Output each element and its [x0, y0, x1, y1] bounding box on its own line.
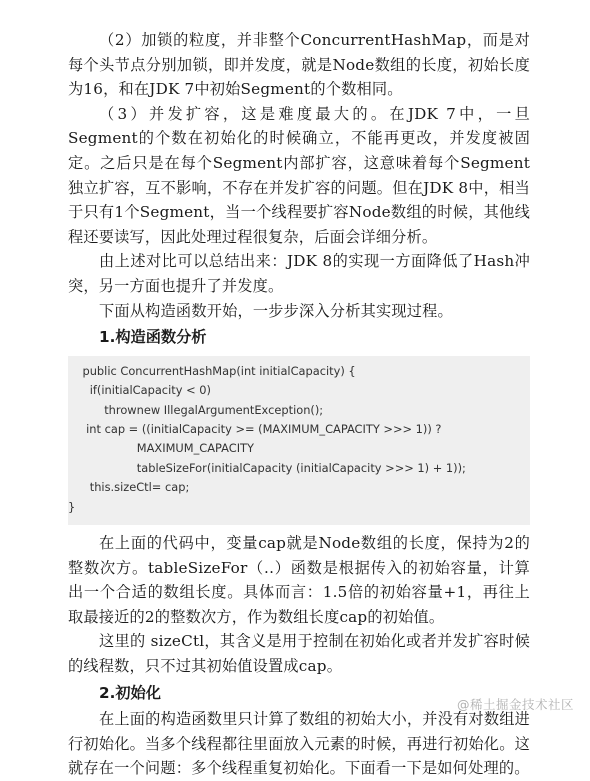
paragraph-cap-explanation: 在上面的代码中，变量cap就是Node数组的长度，保持为2的整数次方。tableSizeFor（..）函数是根据传入的初始容量，计算出一个合适的数组长度。具体而言：1.5倍的初始容量+1，再往上取最接近的2的整数次方，作为数组长度cap的初始值。	[68, 533, 530, 626]
code-line: MAXIMUM_CAPACITY	[68, 441, 254, 456]
paragraph-intro: 下面从构造函数开始，一步步深入分析其实现过程。	[99, 301, 453, 320]
paragraph-initialization: 在上面的构造函数里只计算了数组的初始大小，并没有对数组进行初始化。当多个线程都往里面放入元素的时候，再进行初始化。这就存在一个问题：多个线程重复初始化。下面看一下是如何处理的。	[68, 710, 530, 778]
paragraph-lock-granularity: （2）加锁的粒度，并非整个ConcurrentHashMap，而是对每个头节点分别加锁，即并发度，就是Node数组的长度，初始长度为16，和在JDK 7中初始Segment的个数相同。	[68, 31, 530, 99]
paragraph-summary: 由上述对比可以总结出来：JDK 8的实现一方面降低了Hash冲突，另一方面也提升了并发度。	[68, 252, 530, 295]
watermark: @稀土掘金技术社区	[456, 697, 574, 712]
code-line: }	[68, 499, 76, 514]
code-line: int cap = ((initialCapacity >= (MAXIMUM_CAPACITY >>> 1)) ?	[68, 421, 442, 436]
code-line: thrownew IllegalArgumentException();	[68, 402, 324, 417]
code-line: this.sizeCtl= cap;	[68, 480, 190, 495]
paragraph-concurrent-resize: （3）并发扩容，这是难度最大的。在JDK 7中，一旦Segment的个数在初始化的时候确立，不能再更改，并发度被固定。之后只是在每个Segment内部扩容，这意味着每个Segment独立扩容，互不影响，不存在并发扩容的问题。但在JDK 8中，相当于只有1个Segment，当一个线程要扩容Node数组的时候，其他线程还要读写，因此处理过程很复杂，后面会详细分析。	[68, 104, 530, 246]
section-heading-constructor: 1.构造函数分析	[99, 328, 207, 347]
section-heading-init: 2.初始化	[99, 683, 161, 702]
code-line: tableSizeFor(initialCapacity (initialCapacity >>> 1) + 1));	[68, 460, 466, 475]
paragraph-sizectl: 这里的 sizeCtl，其含义是用于控制在初始化或者并发扩容时候的线程数，只不过其初始值设置成cap。	[68, 632, 530, 675]
document-page	[68, 0, 530, 781]
code-block	[68, 356, 530, 525]
code-line: public ConcurrentHashMap(int initialCapacity) {	[68, 363, 356, 378]
code-line: if(initialCapacity < 0)	[68, 383, 211, 398]
